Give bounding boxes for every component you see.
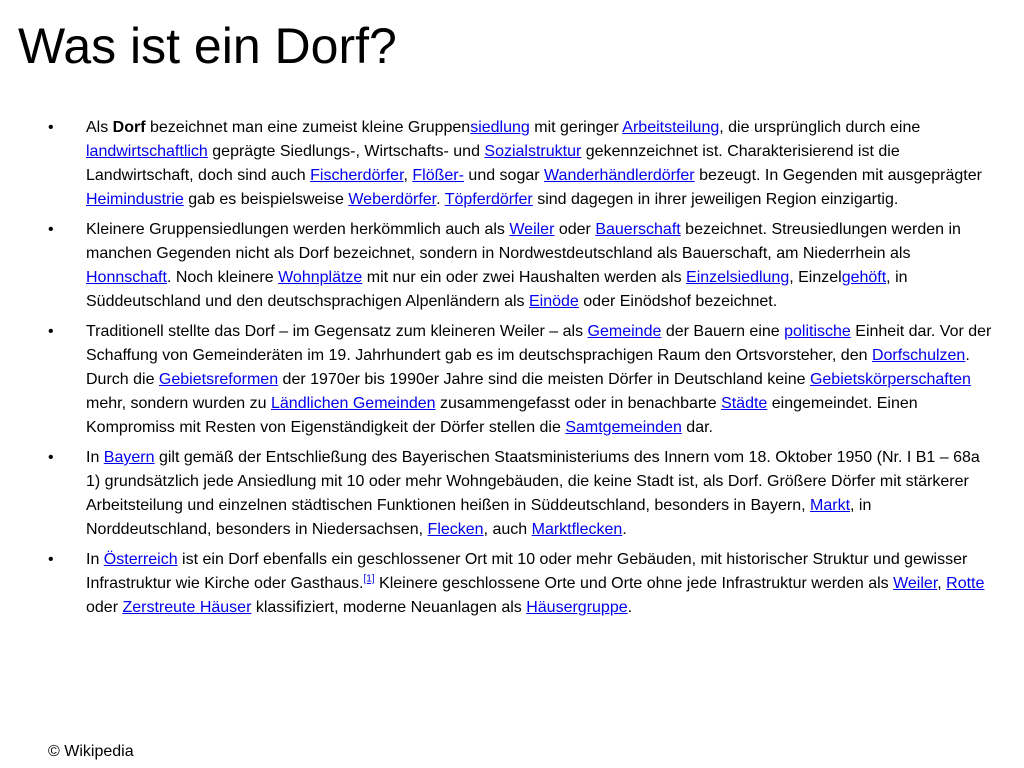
wiki-link[interactable]: landwirtschaftlich — [86, 143, 208, 160]
wiki-link[interactable]: Einzelsiedlung — [686, 269, 790, 286]
wiki-link[interactable]: Markt — [810, 497, 851, 514]
wiki-link[interactable]: Bauerschaft — [595, 221, 681, 238]
wiki-link[interactable]: Flecken — [427, 521, 484, 538]
wiki-link[interactable]: Arbeitsteilung — [622, 119, 720, 136]
bullet-item: • In Österreich ist ein Dorf ebenfalls ein geschlossener Ort mit 10 oder mehr Gebäuden, mit historischer Struktur und gewisser Infrastruktur wie Kirche oder Gasthaus.[1] Kleinere geschlossene Orte und Orte ohne jede Infrastruktur werden als Weiler, Rotte oder Zerstreute Häuser klassifiziert, moderne Neuanlagen als Häusergruppe. — [48, 548, 998, 620]
wiki-link[interactable]: Wanderhändlerdörfer — [544, 167, 695, 184]
wiki-link[interactable]: Gebietskörperschaften — [809, 371, 971, 388]
source-credit: © Wikipedia — [48, 743, 134, 760]
wiki-link[interactable]: Honnschaft — [86, 269, 167, 286]
wiki-link[interactable]: politische — [784, 323, 851, 340]
wiki-link[interactable]: siedlung — [470, 119, 530, 136]
footnote-link[interactable]: [1] — [363, 573, 375, 585]
wiki-link[interactable]: Samtgemeinden — [565, 419, 682, 436]
page-title: Was ist ein Dorf? — [18, 18, 397, 74]
wiki-link[interactable]: Einöde — [529, 293, 579, 310]
wiki-link[interactable]: Töpferdörfer — [444, 191, 533, 208]
bullet-list — [48, 116, 998, 626]
wiki-link[interactable]: Weberdörfer — [348, 191, 437, 208]
wiki-link[interactable]: Zerstreute Häuser — [122, 599, 252, 616]
wiki-link[interactable]: Fischerdörfer — [310, 167, 404, 184]
wiki-link[interactable]: Österreich — [103, 551, 178, 568]
wiki-link[interactable]: Heimindustrie — [86, 191, 184, 208]
bullet-item: • Als Dorf bezeichnet man eine zumeist kleine Gruppensiedlung mit geringer Arbeitsteilung, die ursprünglich durch eine landwirtschaftlich geprägte Siedlungs-, Wirtschafts- und Sozialstruktur gekennzeichnet ist. Charakterisierend ist die Landwirtschaft, doch sind auch Fischerdörfer, Flößer- und sogar Wanderhändlerdörfer bezeugt. In Gegenden mit ausgeprägter Heimindustrie gab es beispielsweise Weberdörfer. Töpferdörfer sind dagegen in ihrer jeweiligen Region einzigartig. — [48, 116, 998, 212]
wiki-link[interactable]: Wohnplätze — [278, 269, 363, 286]
wiki-link[interactable]: Ländlichen Gemeinden — [271, 395, 436, 412]
wiki-link[interactable]: Häusergruppe — [526, 599, 628, 616]
wiki-link[interactable]: Weiler — [893, 575, 938, 592]
bullet-item: • In Bayern gilt gemäß der Entschließung des Bayerischen Staatsministeriums des Innern vom 18. Oktober 1950 (Nr. I B1 – 68a 1) grundsätzlich jede Ansiedlung mit 10 oder mehr Wohngebäuden, die keine Stadt ist, als Dorf. Größere Dörfer mit stärkerer Arbeitsteilung und einzelnen städtischen Funktionen heißen in Süddeutschland, besonders in Bayern, Markt, in Norddeutschland, besonders in Niedersachsen, Flecken, auch Marktflecken. — [48, 446, 998, 542]
bullet-item: • Kleinere Gruppensiedlungen werden herkömmlich auch als Weiler oder Bauerschaft bezeichnet. Streusiedlungen werden in manchen Gegenden nicht als Dorf bezeichnet, sondern in Nordwestdeutschland als Bauerschaft, am Niederrhein als Honnschaft. Noch kleinere Wohnplätze mit nur ein oder zwei Haushalten werden als Einzelsiedlung, Einzelgehöft, in Süddeutschland und den deutschsprachigen Alpenländern als Einöde oder Einödshof bezeichnet. — [48, 218, 998, 314]
bullet-item: • Traditionell stellte das Dorf – im Gegensatz zum kleineren Weiler – als Gemeinde der Bauern eine politische Einheit dar. Vor der Schaffung von Gemeinderäten im 19. Jahrhundert gab es im deutschsprachigen Raum den Ortsvorsteher, den Dorfschulzen. Durch die Gebietsreformen der 1970er bis 1990er Jahre sind die meisten Dörfer in Deutschland keine Gebietskörperschaften mehr, sondern wurden zu Ländlichen Gemeinden zusammengefasst oder in benachbarte Städte eingemeindet. Einen Kompromiss mit Resten von Eigenständigkeit der Dörfer stellen die Samtgemeinden dar. — [48, 320, 998, 440]
wiki-link[interactable]: Rotte — [946, 575, 985, 592]
wiki-link[interactable]: Marktflecken — [531, 521, 623, 538]
wiki-link[interactable]: Städte — [721, 395, 768, 412]
wiki-link[interactable]: Bayern — [103, 449, 155, 466]
wiki-link[interactable]: gehöft — [841, 269, 887, 286]
wiki-link[interactable]: Sozialstruktur — [484, 143, 582, 160]
wiki-link[interactable]: Weiler — [509, 221, 555, 238]
bold-term: Dorf — [112, 119, 146, 136]
wiki-link[interactable]: Gebietsreformen — [158, 371, 279, 388]
wiki-link[interactable]: Dorfschulzen — [871, 347, 966, 364]
wiki-link[interactable]: Flößer- — [412, 167, 464, 184]
wiki-link[interactable]: Gemeinde — [587, 323, 662, 340]
